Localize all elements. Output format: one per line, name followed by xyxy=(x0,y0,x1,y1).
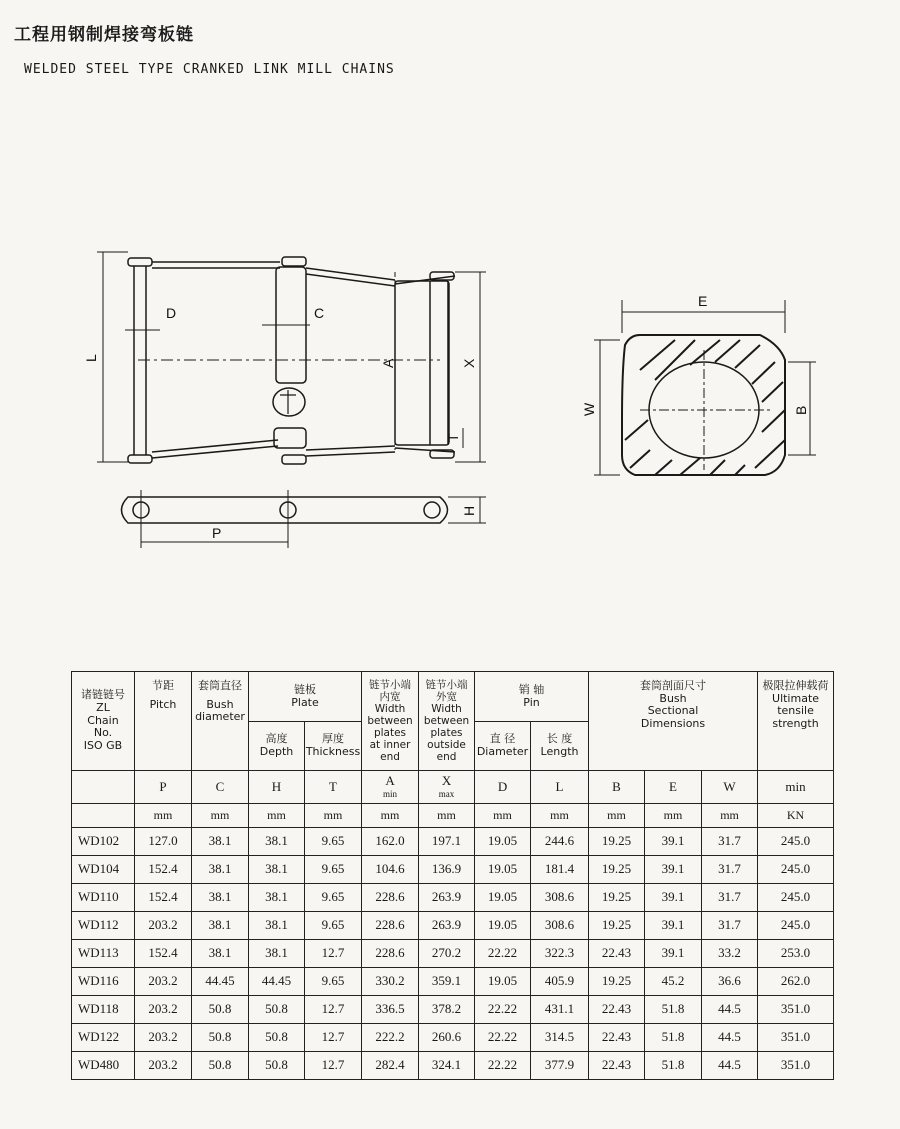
table-cell: 38.1 xyxy=(249,884,305,912)
hdr-plate: 链板 Plate xyxy=(249,672,362,722)
table-row xyxy=(72,884,834,912)
table-cell: 162.0 xyxy=(362,828,419,856)
table-cell: 203.2 xyxy=(135,996,192,1024)
table-cell: 244.6 xyxy=(531,828,589,856)
chain-no-cell: WD102 xyxy=(72,828,135,856)
table-cell: 50.8 xyxy=(249,1024,305,1052)
table-cell: 39.1 xyxy=(645,940,702,968)
table-cell: 378.2 xyxy=(419,996,475,1024)
sym-cell: C xyxy=(192,771,249,804)
table-cell: 33.2 xyxy=(702,940,758,968)
table-cell: 127.0 xyxy=(135,828,192,856)
table-cell: 38.1 xyxy=(249,828,305,856)
table-cell: 22.22 xyxy=(475,996,531,1024)
chain-no-cell: WD110 xyxy=(72,884,135,912)
hdr-pin-diameter: 直 径 Diameter xyxy=(475,722,531,771)
dim-label-t: T xyxy=(445,433,461,442)
table-cell: 262.0 xyxy=(758,968,834,996)
sym-cell: L xyxy=(531,771,589,804)
chain-no-cell: WD113 xyxy=(72,940,135,968)
table-cell: 50.8 xyxy=(192,1052,249,1080)
table-cell: 136.9 xyxy=(419,856,475,884)
bush-cross-section xyxy=(594,300,816,475)
table-cell: 9.65 xyxy=(305,856,362,884)
table-cell: 51.8 xyxy=(645,996,702,1024)
unit-cell: mm xyxy=(249,804,305,828)
hdr-chain-no: 诸链链号 ZL Chain No. ISO GB xyxy=(72,672,135,771)
hdr-plate-thickness: 厚度 Thickness xyxy=(305,722,362,771)
hdr-pin-length: 长 度 Length xyxy=(531,722,589,771)
table-cell: 12.7 xyxy=(305,1052,362,1080)
sym-cell: P xyxy=(135,771,192,804)
table-cell: 19.25 xyxy=(589,912,645,940)
table-cell: 104.6 xyxy=(362,856,419,884)
table-cell: 222.2 xyxy=(362,1024,419,1052)
chain-no-cell: WD112 xyxy=(72,912,135,940)
unit-cell: KN xyxy=(758,804,834,828)
unit-cell: mm xyxy=(645,804,702,828)
table-cell: 9.65 xyxy=(305,828,362,856)
sym-cell: E xyxy=(645,771,702,804)
table-row xyxy=(72,940,834,968)
table-row xyxy=(72,856,834,884)
table-cell: 38.1 xyxy=(249,856,305,884)
sym-cell: X max xyxy=(419,771,475,804)
table-cell: 38.1 xyxy=(249,912,305,940)
hdr-plate-depth: 高度 Depth xyxy=(249,722,305,771)
table-cell: 38.1 xyxy=(192,884,249,912)
table-cell: 19.25 xyxy=(589,828,645,856)
unit-cell: mm xyxy=(192,804,249,828)
chain-no-cell: WD118 xyxy=(72,996,135,1024)
table-cell: 152.4 xyxy=(135,884,192,912)
sym-cell: W xyxy=(702,771,758,804)
dim-label-b: B xyxy=(793,405,809,415)
chain-no-cell: WD480 xyxy=(72,1052,135,1080)
table-cell: 36.6 xyxy=(702,968,758,996)
sym-cell: T xyxy=(305,771,362,804)
table-cell: 245.0 xyxy=(758,856,834,884)
table-cell: 181.4 xyxy=(531,856,589,884)
table-cell: 253.0 xyxy=(758,940,834,968)
table-cell: 351.0 xyxy=(758,1052,834,1080)
table-cell: 203.2 xyxy=(135,968,192,996)
table-cell: 351.0 xyxy=(758,996,834,1024)
table-row xyxy=(72,912,834,940)
table-cell: 45.2 xyxy=(645,968,702,996)
symbol-row xyxy=(72,771,834,804)
hdr-bush-section: 套筒剖面尺寸 Bush Sectional Dimensions xyxy=(589,672,758,771)
hdr-width-outer: 链节小端 外宽 Width between plates outside end xyxy=(419,672,475,771)
table-cell: 330.2 xyxy=(362,968,419,996)
table-cell: 39.1 xyxy=(645,912,702,940)
table-cell: 19.05 xyxy=(475,884,531,912)
table-cell: 282.4 xyxy=(362,1052,419,1080)
table-cell: 260.6 xyxy=(419,1024,475,1052)
chain-no-cell: WD104 xyxy=(72,856,135,884)
table-cell: 263.9 xyxy=(419,912,475,940)
dim-label-l: L xyxy=(83,354,99,362)
table-cell: 19.25 xyxy=(589,884,645,912)
table-row xyxy=(72,968,834,996)
table-cell: 228.6 xyxy=(362,912,419,940)
table-cell: 203.2 xyxy=(135,1052,192,1080)
table-cell: 38.1 xyxy=(192,856,249,884)
table-cell: 203.2 xyxy=(135,1024,192,1052)
dim-label-d: D xyxy=(166,305,177,321)
table-cell: 19.25 xyxy=(589,856,645,884)
table-cell: 44.5 xyxy=(702,1052,758,1080)
table-cell: 322.3 xyxy=(531,940,589,968)
dim-label-a: A xyxy=(380,358,396,368)
table-cell: 270.2 xyxy=(419,940,475,968)
table-cell: 22.43 xyxy=(589,1024,645,1052)
table-cell: 44.45 xyxy=(192,968,249,996)
table-cell: 39.1 xyxy=(645,828,702,856)
table-cell: 38.1 xyxy=(249,940,305,968)
table-cell: 38.1 xyxy=(192,912,249,940)
table-cell: 19.05 xyxy=(475,856,531,884)
table-cell: 50.8 xyxy=(249,996,305,1024)
table-cell: 314.5 xyxy=(531,1024,589,1052)
table-cell: 324.1 xyxy=(419,1052,475,1080)
hdr-width-inner: 链节小端 内宽 Width between plates at inner end xyxy=(362,672,419,771)
table-cell: 31.7 xyxy=(702,912,758,940)
table-cell: 51.8 xyxy=(645,1052,702,1080)
table-cell: 39.1 xyxy=(645,884,702,912)
table-cell: 245.0 xyxy=(758,884,834,912)
chain-side-view xyxy=(122,490,487,548)
chain-no-cell: WD116 xyxy=(72,968,135,996)
table-cell: 12.7 xyxy=(305,1024,362,1052)
unit-cell: mm xyxy=(531,804,589,828)
table-cell: 51.8 xyxy=(645,1024,702,1052)
sym-cell: H xyxy=(249,771,305,804)
table-cell: 50.8 xyxy=(249,1052,305,1080)
table-cell: 377.9 xyxy=(531,1052,589,1080)
table-cell: 31.7 xyxy=(702,828,758,856)
table-cell: 12.7 xyxy=(305,996,362,1024)
table-cell: 431.1 xyxy=(531,996,589,1024)
table-cell: 50.8 xyxy=(192,996,249,1024)
sym-cell: B xyxy=(589,771,645,804)
unit-cell: mm xyxy=(419,804,475,828)
table-cell: 152.4 xyxy=(135,856,192,884)
table-cell: 22.43 xyxy=(589,1052,645,1080)
table-cell: 197.1 xyxy=(419,828,475,856)
table-cell: 22.22 xyxy=(475,1024,531,1052)
table-cell: 9.65 xyxy=(305,968,362,996)
table-cell: 22.43 xyxy=(589,940,645,968)
table-cell: 245.0 xyxy=(758,912,834,940)
dim-label-p: P xyxy=(212,525,222,541)
sym-cell: A min xyxy=(362,771,419,804)
unit-cell: mm xyxy=(589,804,645,828)
table-cell: 152.4 xyxy=(135,940,192,968)
sym-cell: min xyxy=(758,771,834,804)
hdr-ultimate: 极限拉伸载荷 Ultimate tensile strength xyxy=(758,672,834,771)
table-row xyxy=(72,1052,834,1080)
table-cell: 405.9 xyxy=(531,968,589,996)
unit-row xyxy=(72,804,834,828)
table-cell: 263.9 xyxy=(419,884,475,912)
table-cell: 19.05 xyxy=(475,828,531,856)
table-cell: 44.5 xyxy=(702,1024,758,1052)
dim-label-h: H xyxy=(461,505,477,516)
table-row xyxy=(72,996,834,1024)
table-cell: 228.6 xyxy=(362,940,419,968)
table-cell: 12.7 xyxy=(305,940,362,968)
dim-label-x: X xyxy=(461,358,477,368)
table-cell: 351.0 xyxy=(758,1024,834,1052)
table-cell: 31.7 xyxy=(702,856,758,884)
table-cell: 22.43 xyxy=(589,996,645,1024)
table-cell: 308.6 xyxy=(531,912,589,940)
table-cell: 245.0 xyxy=(758,828,834,856)
table-cell: 308.6 xyxy=(531,884,589,912)
table-cell: 50.8 xyxy=(192,1024,249,1052)
table-cell: 38.1 xyxy=(192,940,249,968)
table-cell: 44.45 xyxy=(249,968,305,996)
table-cell: 19.25 xyxy=(589,968,645,996)
unit-cell: mm xyxy=(362,804,419,828)
chain-no-cell: WD122 xyxy=(72,1024,135,1052)
table-cell: 9.65 xyxy=(305,912,362,940)
table-cell: 31.7 xyxy=(702,884,758,912)
table-cell: 336.5 xyxy=(362,996,419,1024)
table-row xyxy=(72,1024,834,1052)
table-cell: 19.05 xyxy=(475,968,531,996)
hdr-pitch: 节距 Pitch xyxy=(135,672,192,771)
dimension-lines-top xyxy=(97,252,486,462)
table-cell: 38.1 xyxy=(192,828,249,856)
table-cell: 22.22 xyxy=(475,1052,531,1080)
hdr-bush-diameter: 套筒直径 Bush diameter xyxy=(192,672,249,771)
unit-cell: mm xyxy=(475,804,531,828)
table-cell: 228.6 xyxy=(362,884,419,912)
chain-spec-table xyxy=(71,671,834,1080)
table-cell: 22.22 xyxy=(475,940,531,968)
unit-cell: mm xyxy=(135,804,192,828)
dim-label-w: W xyxy=(581,402,597,416)
table-cell: 44.5 xyxy=(702,996,758,1024)
table-row xyxy=(72,828,834,856)
unit-cell: mm xyxy=(702,804,758,828)
table-cell: 39.1 xyxy=(645,856,702,884)
sym-cell: D xyxy=(475,771,531,804)
table-cell: 359.1 xyxy=(419,968,475,996)
title-chinese: 工程用钢制焊接弯板链 xyxy=(14,25,194,45)
table-cell: 19.05 xyxy=(475,912,531,940)
unit-cell: mm xyxy=(305,804,362,828)
table-body xyxy=(72,828,834,1080)
dim-label-e: E xyxy=(698,293,708,309)
table-cell: 203.2 xyxy=(135,912,192,940)
table-cell: 9.65 xyxy=(305,884,362,912)
dim-label-c: C xyxy=(314,305,325,321)
hdr-pin: 销 轴 Pin xyxy=(475,672,589,722)
title-english: WELDED STEEL TYPE CRANKED LINK MILL CHAINS xyxy=(24,62,395,77)
